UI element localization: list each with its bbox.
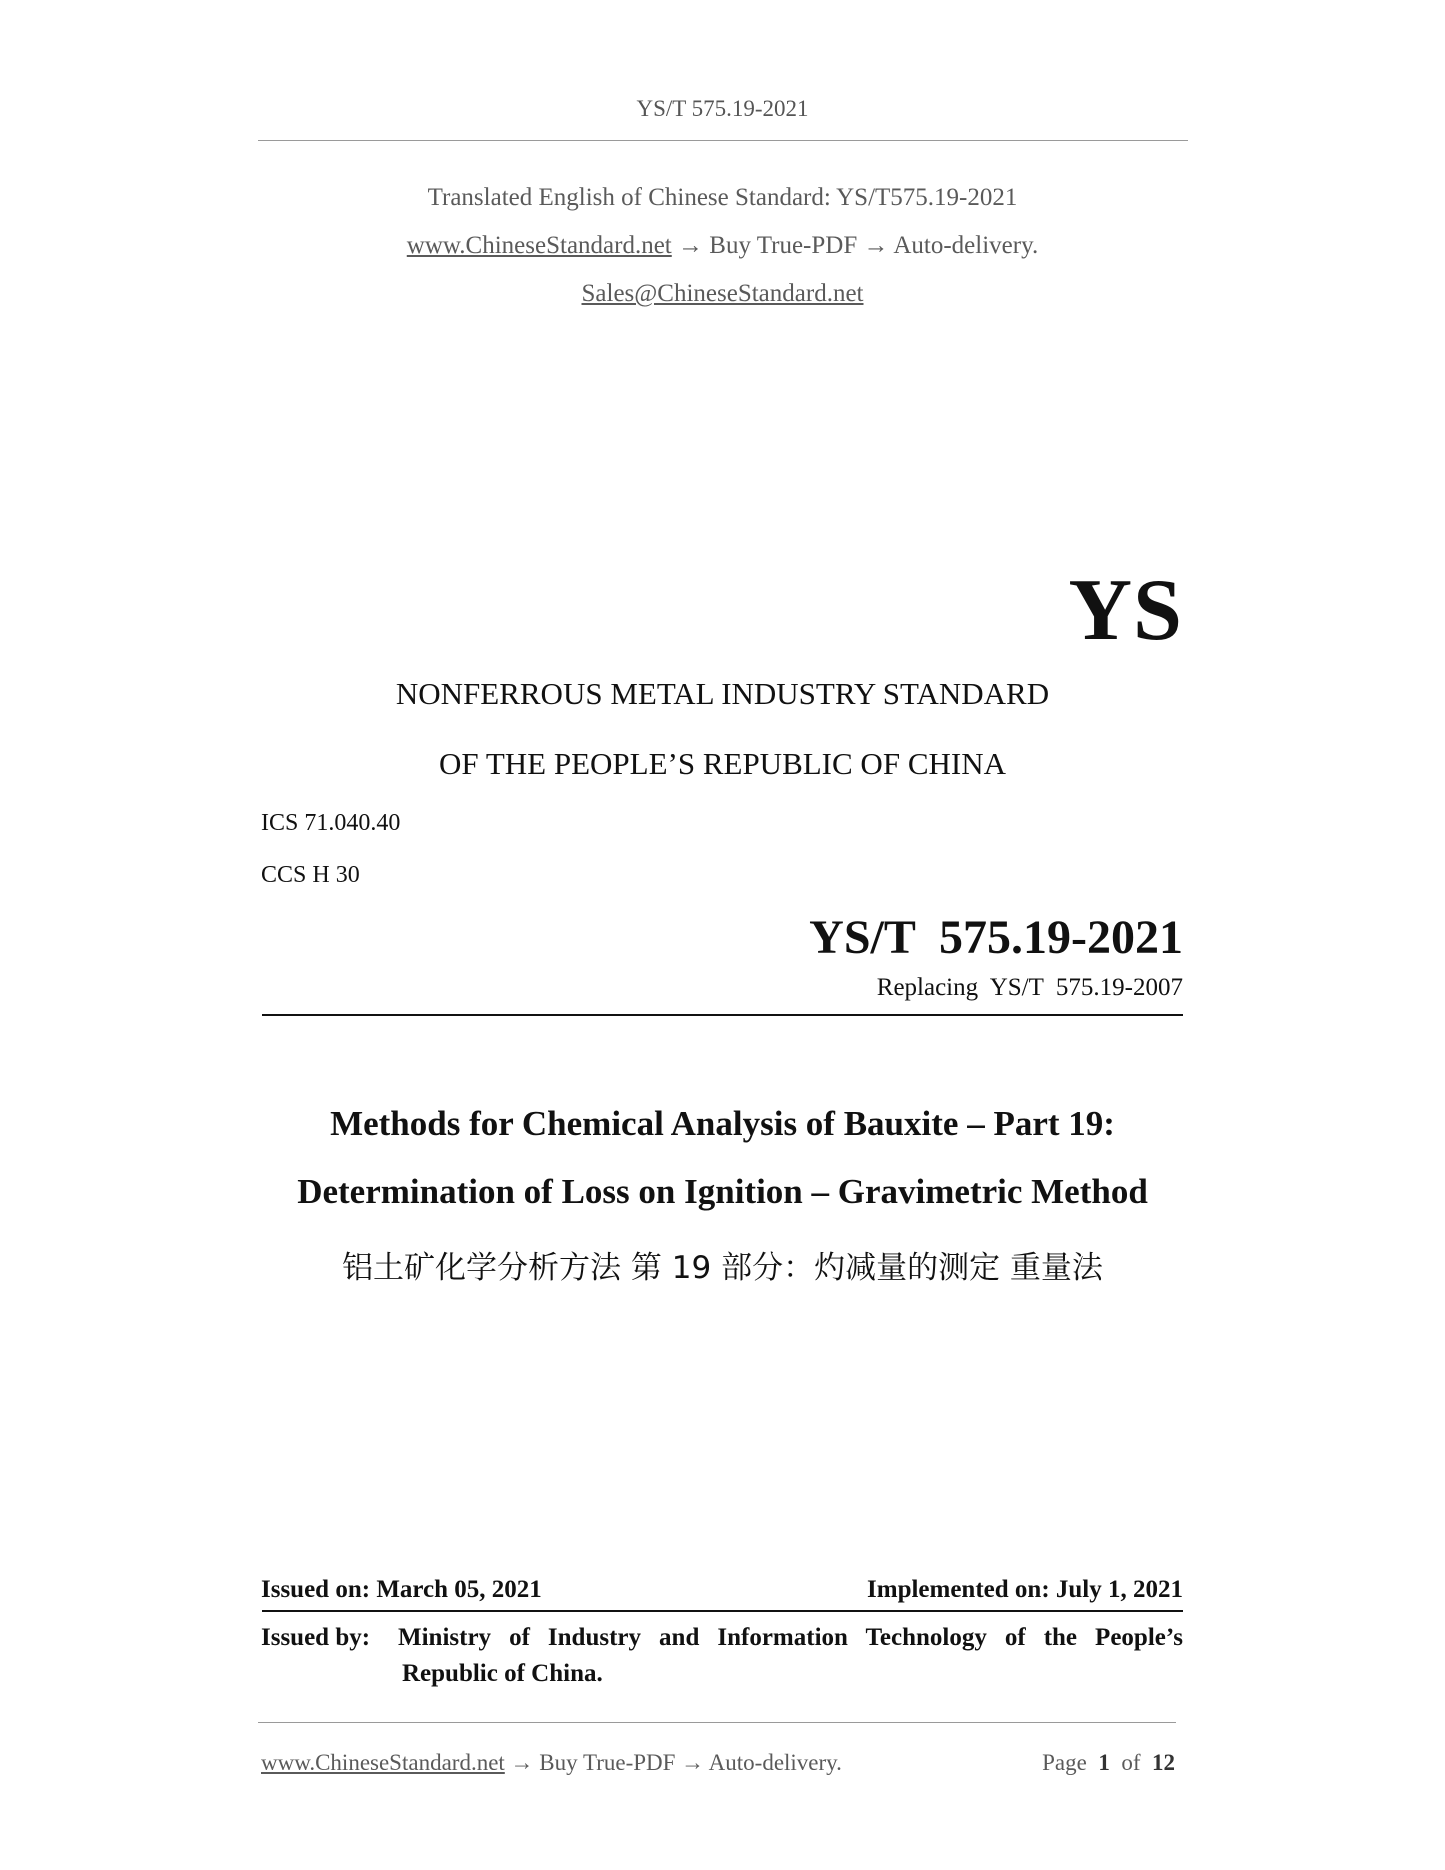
email-line — [0, 280, 1445, 308]
page-label: Page — [1042, 1750, 1087, 1775]
org-name-line1: NONFERROUS METAL INDUSTRY STANDARD — [395, 676, 1050, 711]
ics-code: ICS 71.040.40 — [261, 810, 401, 836]
page-counter — [1042, 1750, 1175, 1776]
footer-buy-text: → Buy True-PDF → Auto-delivery. — [504, 1750, 842, 1775]
issued-by-text-line2: Republic of China. — [402, 1660, 603, 1687]
header-divider — [258, 140, 1188, 141]
page-of: of — [1121, 1750, 1141, 1775]
title-chinese: 铝土矿化学分析方法 第 19 部分：灼减量的测定 重量法 — [342, 1250, 1103, 1286]
footer-purchase-notice — [261, 1750, 842, 1776]
title-english-line1: Methods for Chemical Analysis of Bauxite – Part 19: — [330, 1104, 1115, 1143]
running-header: YS/T 575.19-2021 — [636, 96, 809, 121]
issued-by-label: Issued by: — [261, 1624, 371, 1651]
issue-divider — [262, 1610, 1183, 1612]
org-name-line2: OF THE PEOPLE’S REPUBLIC OF CHINA — [439, 746, 1006, 781]
purchase-notice — [0, 232, 1445, 260]
issued-on-date: Issued on: March 05, 2021 — [261, 1576, 542, 1603]
standard-number: YS/T 575.19-2021 — [809, 911, 1183, 964]
footer-site-link[interactable]: www.ChineseStandard.net — [261, 1750, 505, 1775]
buy-text: → Buy True-PDF → Auto-delivery. — [671, 232, 1039, 259]
site-link[interactable]: www.ChineseStandard.net — [406, 232, 672, 259]
issued-by-text: Ministry of Industry and Information Technology of the People’s — [398, 1624, 1183, 1651]
replacing-standard: Replacing YS/T 575.19-2007 — [876, 974, 1183, 1001]
email-link[interactable]: Sales@ChineseStandard.net — [581, 280, 864, 307]
page-total: 12 — [1152, 1750, 1175, 1775]
standard-mark: YS — [1068, 562, 1183, 659]
page-current: 1 — [1098, 1750, 1110, 1775]
ccs-code: CCS H 30 — [261, 862, 360, 888]
translation-notice: Translated English of Chinese Standard: YS/T575.19-2021 — [427, 184, 1018, 211]
title-divider — [262, 1014, 1183, 1016]
footer-divider — [258, 1722, 1176, 1723]
implemented-on-date: Implemented on: July 1, 2021 — [867, 1576, 1183, 1603]
title-english-line2: Determination of Loss on Ignition – Gravimetric Method — [297, 1172, 1148, 1211]
